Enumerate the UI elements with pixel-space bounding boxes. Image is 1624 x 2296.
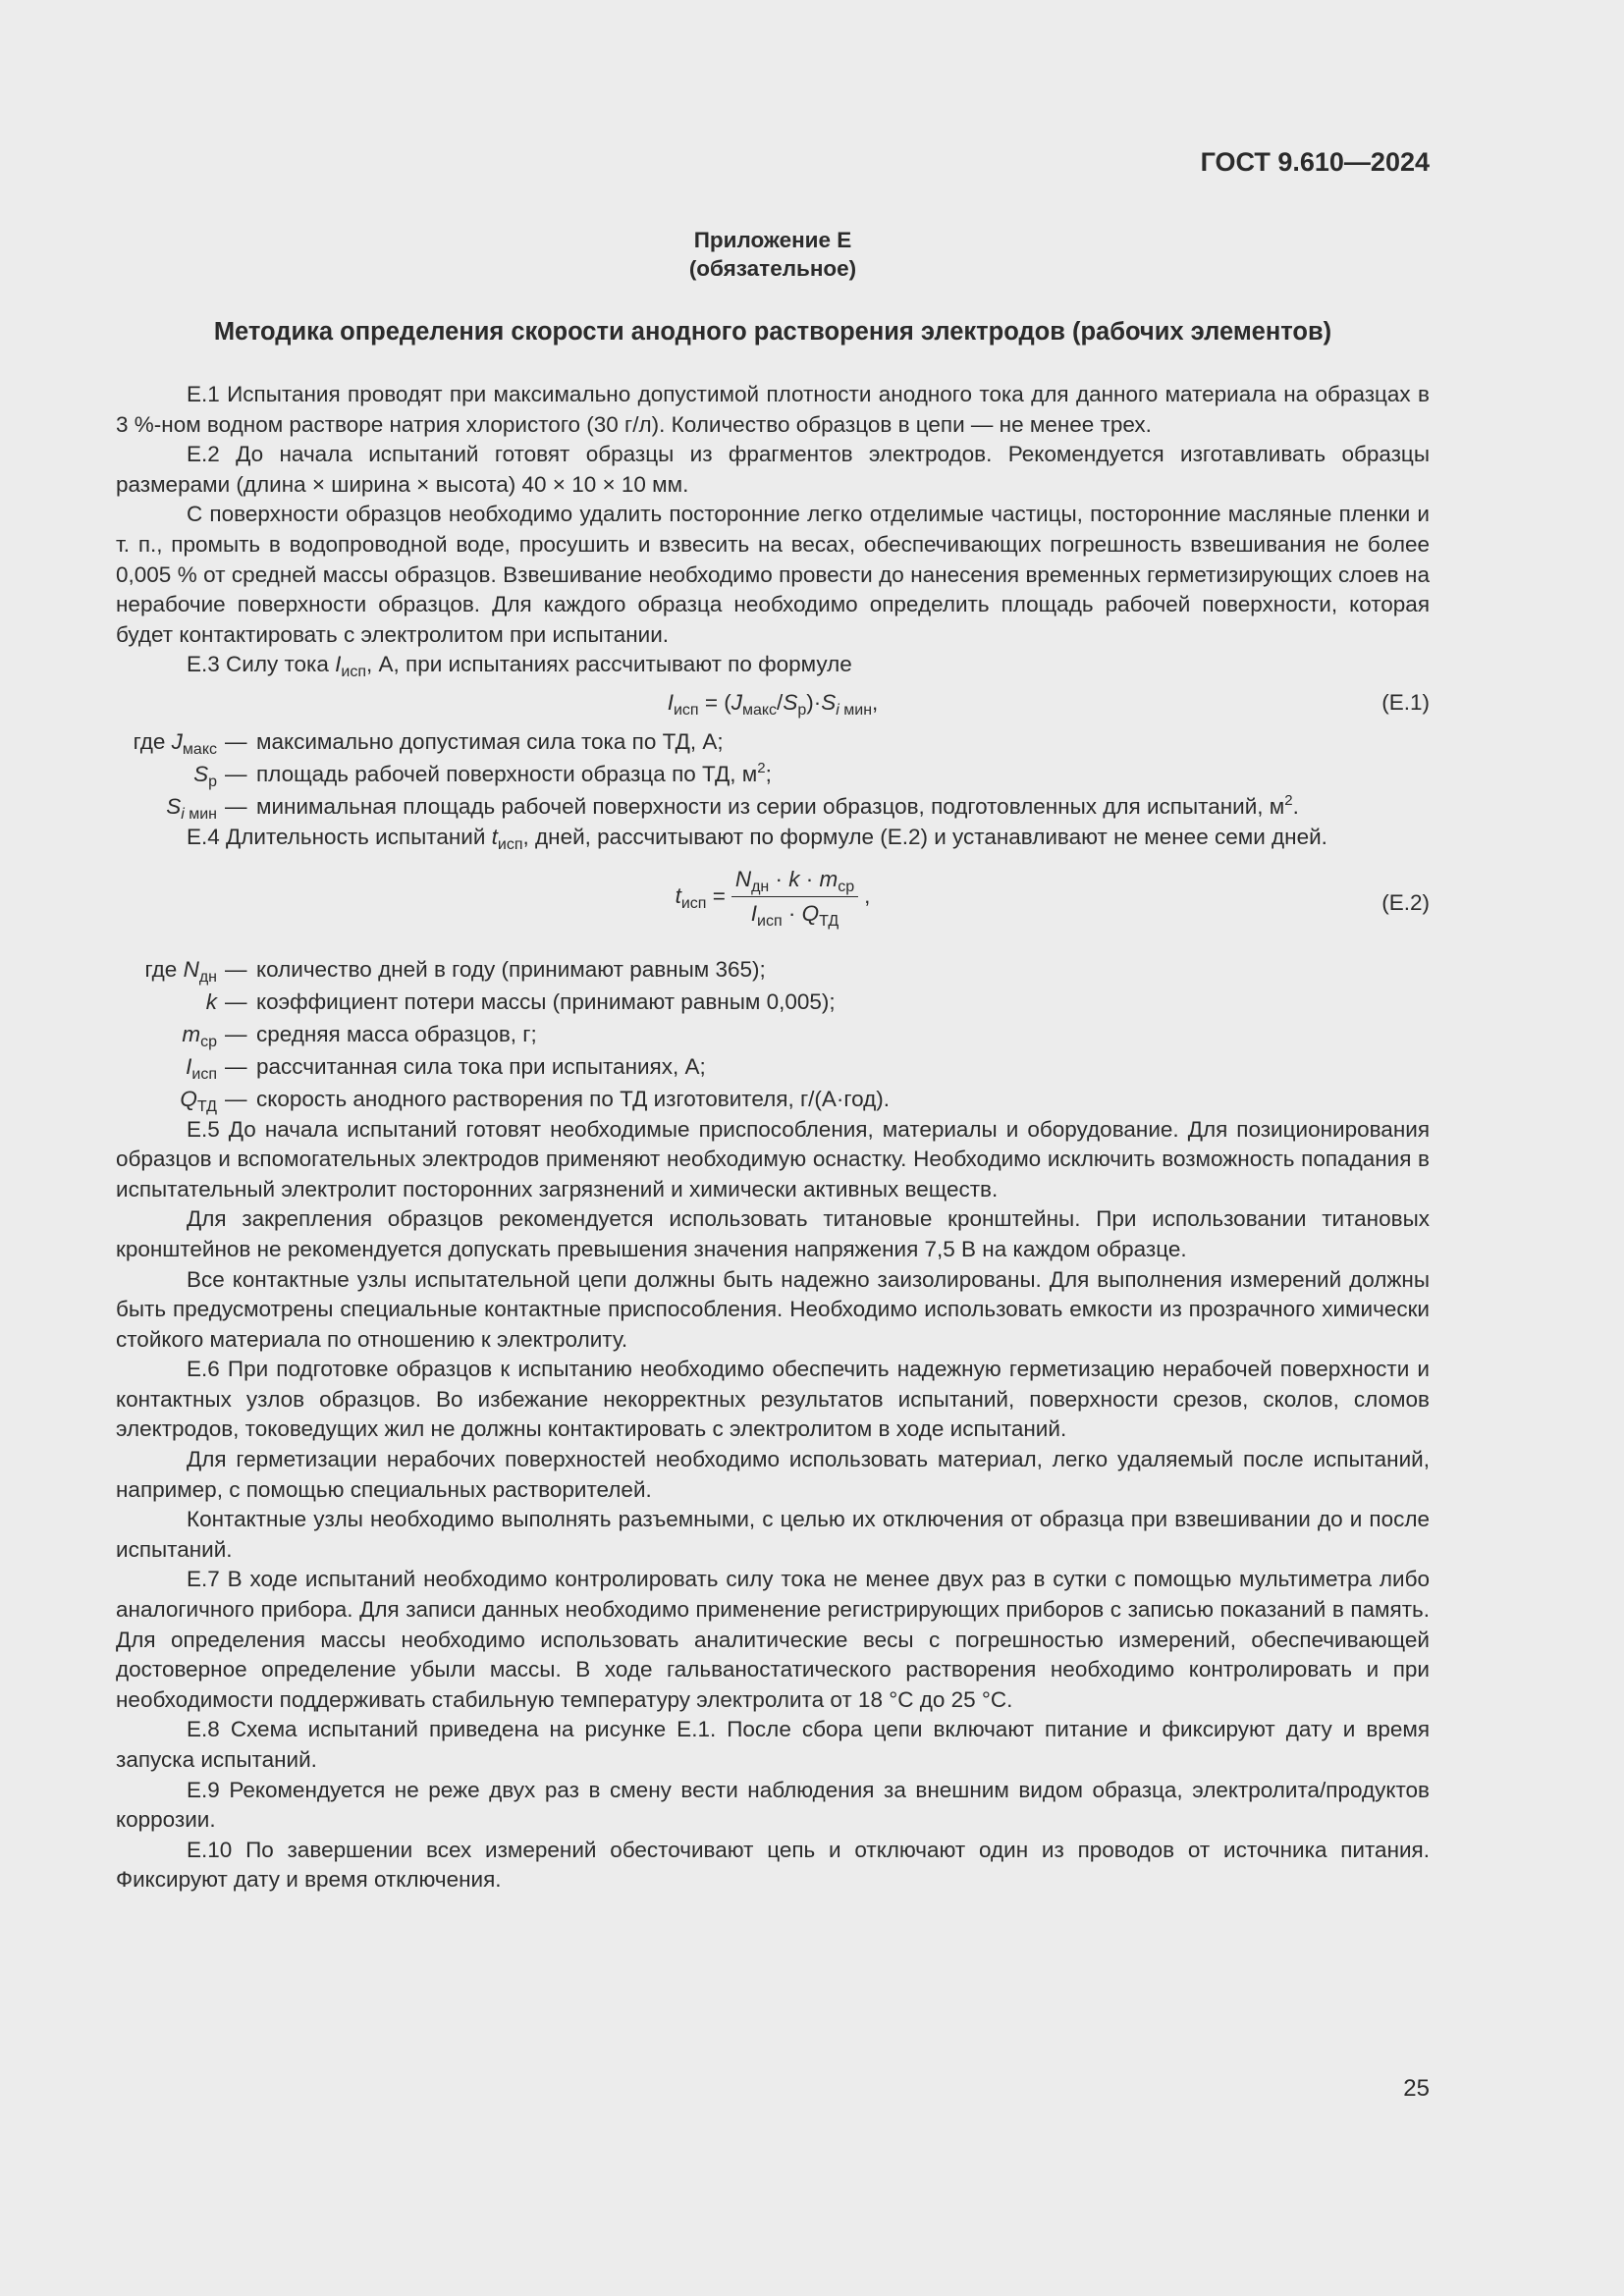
formula-e1	[116, 680, 1430, 725]
paragraph-e1: Е.1 Испытания проводят при максимально допустимой плотности анодного тока для данного материала на образцах в 3 %-ном водном растворе натрия хлористого (30 г/л). Количество образцов в цепи — не менее трех.	[116, 382, 1430, 437]
definition-row: $Q_{ТД}$ — скорость анодного растворения по ТД изготовителя, г/(А·год).	[180, 1086, 890, 1115]
paragraph-e5-continued: Для закрепления образцов рекомендуется использовать титановые кронштейны. При использовании титановых кронштейнов не рекомендуется допускать превышения значения напряжения 7,5 В на каждом образце.	[116, 1206, 1430, 1261]
definition-row: k — коэффициент потери массы (принимают равным 0,005);	[205, 988, 836, 1014]
definition-row: где $J_{макс}$ — максимально допустимая сила тока по ТД, А;	[133, 728, 724, 758]
definition-row: $S_р$ — площадь рабочей поверхности образца по ТД, $м^2$;	[193, 759, 772, 790]
paragraph-e8: Е.8 Схема испытаний приведена на рисунке Е.1. После сбора цепи включают питание и фиксируют дату и время запуска испытаний.	[116, 1717, 1430, 1772]
formula-e1-definitions	[116, 725, 1430, 823]
appendix-status: (обязательное)	[688, 256, 857, 281]
document-body	[116, 380, 1430, 1896]
formula-e2-number: (Е.2)	[1381, 889, 1430, 915]
paragraph-e9: Е.9 Рекомендуется не реже двух раз в смену вести наблюдения за внешним видом образца, электролита/продуктов коррозии.	[116, 1777, 1430, 1833]
paragraph-e6: Е.6 При подготовке образцов к испытанию необходимо обеспечить надежную герметизацию нерабочей поверхности и контактных узлов образцов. Во избежание некорректных результатов испытаний, поверхности срезов, сколов, сломов электродов, токоведущих жил не должны контактировать с электролитом в ходе испытаний.	[116, 1357, 1430, 1442]
formula-e2-fraction: $\frac{N_{дн} \cdot k \cdot m_{ср}}{I_{исп} \cdot Q_{ТД}}$	[731, 865, 858, 929]
definition-row: $m_{ср}$ — средняя масса образцов, г;	[182, 1021, 537, 1050]
formula-e2	[116, 853, 1430, 953]
paragraph-e2-continued: С поверхности образцов необходимо удалить посторонние легко отделимые частицы, посторонние масляные пленки и т. п., промыть в водопроводной воде, просушить и взвесить на весах, обеспечивающих погрешность взвешивания не более 0,005 % от средней массы образцов. Взвешивание необходимо провести до нанесения временных герметизирующих слоев на нерабочие поверхности образцов. Для каждого образца необходимо определить площадь рабочей поверхности, которая будет контактировать с электролитом при испытании.	[116, 502, 1430, 647]
paragraph-e2: Е.2 До начала испытаний готовят образцы из фрагментов электродов. Рекомендуется изготавливать образцы размерами (длина × ширина × высота) 40 × 10 × 10 мм.	[116, 442, 1430, 497]
paragraph-e5-continued-2: Все контактные узлы испытательной цепи должны быть надежно заизолированы. Для выполнения измерений должны быть предусмотрены специальные контактные приспособления. Необходимо использовать емкости из прозрачного химически стойкого материала по отношению к электролиту.	[116, 1266, 1430, 1352]
paragraph-e6-continued: Для герметизации нерабочих поверхностей необходимо использовать материал, легко удаляемый после испытаний, например, с помощью специальных растворителей.	[116, 1447, 1430, 1502]
page-number: 25	[1403, 2075, 1430, 2102]
definition-row: где $N_{дн}$ — количество дней в году (принимают равным 365);	[144, 956, 766, 986]
paragraph-e6-continued-2: Контактные узлы необходимо выполнять разъемными, с целью их отключения от образца при взвешивании до и после испытаний.	[116, 1507, 1430, 1562]
formula-e2-expression: $t_{исп}$ = $\frac{N_{дн} \cdot k \cdot m_{ср}}{I_{исп} \cdot Q_{ТД}}$ ,	[675, 866, 871, 930]
appendix-heading	[116, 226, 1430, 283]
paragraph-e4: Е.4 Длительность испытаний $t_{исп}$, дней, рассчитывают по формуле (Е.2) и устанавливают не менее семи дней.	[187, 824, 1327, 853]
paragraph-e5: Е.5 До начала испытаний готовят необходимые приспособления, материалы и оборудование. Для позиционирования образцов и вспомогательных электродов применяют необходимую оснастку. Необходимо исключить возможность попадания в испытательный электролит посторонних загрязнений и химически активных веществ.	[116, 1116, 1430, 1201]
paragraph-e10: Е.10 По завершении всех измерений обесточивают цепь и отключают один из проводов от источника питания. Фиксируют дату и время отключения.	[116, 1837, 1430, 1893]
definition-row: $I_{исп}$ — рассчитанная сила тока при испытаниях, А;	[186, 1053, 706, 1083]
section-title: Методика определения скорости анодного растворения электродов (рабочих элементов)	[213, 318, 1332, 346]
formula-e2-definitions	[116, 953, 1430, 1115]
formula-e1-expression: $I_{исп} = (J_{макс}/S_р)\cdot S_{i мин}$,	[667, 689, 879, 719]
definition-row: $S_{i мин}$ — минимальная площадь рабочей поверхности из серии образцов, подготовленных для испытаний, $м^2$.	[166, 791, 1299, 823]
paragraph-e3: Е.3 Силу тока $I_{исп}$, А, при испытаниях рассчитывают по формуле	[187, 652, 852, 681]
appendix-label: Приложение Е	[693, 228, 852, 252]
document-code: ГОСТ 9.610—2024	[1200, 147, 1430, 177]
formula-e1-number: (Е.1)	[1381, 689, 1430, 715]
paragraph-e7: Е.7 В ходе испытаний необходимо контролировать силу тока не менее двух раз в сутки с помощью мультиметра либо аналогичного прибора. Для записи данных необходимо применение регистрирующих приборов с записью показаний в память. Для определения массы необходимо использовать аналитические весы с погрешностью измерений, обеспечивающей достоверное определение убыли массы. В ходе гальваностатического растворения необходимо контролировать и при необходимости поддерживать стабильную температуру электролита от 18 °С до 25 °С.	[116, 1567, 1430, 1712]
